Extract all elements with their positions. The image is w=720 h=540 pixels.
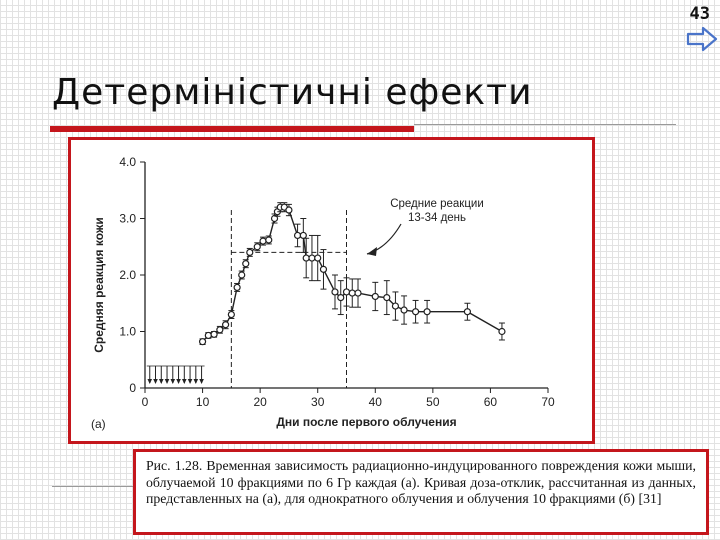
fraction-arrowhead bbox=[153, 379, 158, 384]
data-point bbox=[223, 322, 229, 328]
y-tick-label: 2.0 bbox=[119, 268, 136, 282]
data-point bbox=[413, 309, 419, 315]
figure-caption: Рис. 1.28. Временная зависимость радиационно-индуцированного повреждения кожи мыши, облучаемой 10 фракциями по 6 Гр каждая (а). Кривая доза-отклик, рассчитанная из данных, представленных на (а), для однократного облучения и облучения 10 фракциями (б) [31] bbox=[146, 458, 696, 507]
fraction-arrowhead bbox=[147, 379, 152, 384]
data-point bbox=[217, 327, 223, 333]
x-tick-label: 50 bbox=[426, 395, 440, 409]
data-point bbox=[315, 255, 321, 261]
data-point bbox=[424, 309, 430, 315]
data-point bbox=[401, 307, 407, 313]
data-point bbox=[211, 331, 217, 337]
annotation-line-1: Средние реакции bbox=[390, 198, 484, 210]
data-point bbox=[295, 232, 301, 238]
x-axis-label: Дни после первого облучения bbox=[276, 415, 457, 429]
data-point bbox=[266, 237, 272, 243]
slide-title: Детерміністичні ефекти bbox=[52, 72, 533, 113]
data-point bbox=[320, 266, 326, 272]
data-point bbox=[344, 289, 350, 295]
x-tick-label: 10 bbox=[195, 395, 210, 409]
data-point bbox=[200, 339, 206, 345]
fraction-arrowhead bbox=[170, 379, 175, 384]
data-point bbox=[300, 232, 306, 238]
annotation-arrow bbox=[367, 224, 401, 254]
y-axis-label: Средняя реакция кожи bbox=[92, 217, 106, 353]
title-underline-accent bbox=[50, 126, 414, 132]
y-tick-label: 4.0 bbox=[119, 155, 136, 169]
fraction-arrowhead bbox=[165, 379, 170, 384]
data-point bbox=[260, 238, 266, 244]
bottom-rule bbox=[52, 486, 136, 487]
title-underline-rule bbox=[414, 124, 676, 125]
data-point bbox=[309, 255, 315, 261]
data-point bbox=[349, 290, 355, 296]
fraction-arrowhead bbox=[188, 379, 193, 384]
x-tick-label: 60 bbox=[483, 395, 498, 409]
series-line bbox=[203, 207, 502, 341]
y-tick-label: 3.0 bbox=[119, 211, 136, 226]
slide-number: 43 bbox=[689, 4, 710, 24]
data-point bbox=[254, 244, 260, 250]
y-tick-label: 0 bbox=[129, 381, 136, 395]
data-point bbox=[247, 249, 253, 255]
data-point bbox=[499, 329, 505, 335]
fraction-arrowhead bbox=[199, 379, 204, 384]
fraction-arrowhead bbox=[182, 379, 187, 384]
data-point bbox=[303, 255, 309, 261]
right-arrow-icon[interactable] bbox=[686, 26, 718, 52]
skin-reaction-chart bbox=[71, 140, 592, 441]
panel-label: (а) bbox=[91, 417, 106, 431]
x-tick-label: 70 bbox=[541, 395, 555, 409]
data-point bbox=[464, 309, 470, 315]
fraction-arrowhead bbox=[194, 379, 199, 384]
x-tick-label: 20 bbox=[253, 395, 267, 409]
data-point bbox=[355, 290, 361, 296]
data-point bbox=[338, 295, 344, 301]
x-tick-label: 30 bbox=[311, 395, 325, 409]
x-tick-label: 0 bbox=[141, 395, 149, 409]
data-point bbox=[228, 312, 234, 318]
fraction-arrowhead bbox=[159, 379, 164, 384]
x-tick-label: 40 bbox=[368, 395, 382, 409]
data-point bbox=[384, 295, 390, 301]
data-point bbox=[286, 207, 292, 213]
data-point bbox=[392, 303, 398, 309]
figure-frame bbox=[68, 137, 595, 444]
data-point bbox=[372, 293, 378, 299]
data-point bbox=[332, 289, 338, 295]
caption-frame bbox=[133, 449, 709, 535]
data-point bbox=[243, 261, 249, 267]
annotation-line-2: 13-34 день bbox=[407, 212, 467, 224]
data-point bbox=[234, 284, 240, 290]
data-point bbox=[205, 332, 211, 338]
data-point bbox=[239, 272, 245, 278]
annotation-arrowhead bbox=[367, 247, 377, 256]
y-tick-label: 1.0 bbox=[119, 324, 136, 339]
fraction-arrowhead bbox=[176, 379, 181, 384]
